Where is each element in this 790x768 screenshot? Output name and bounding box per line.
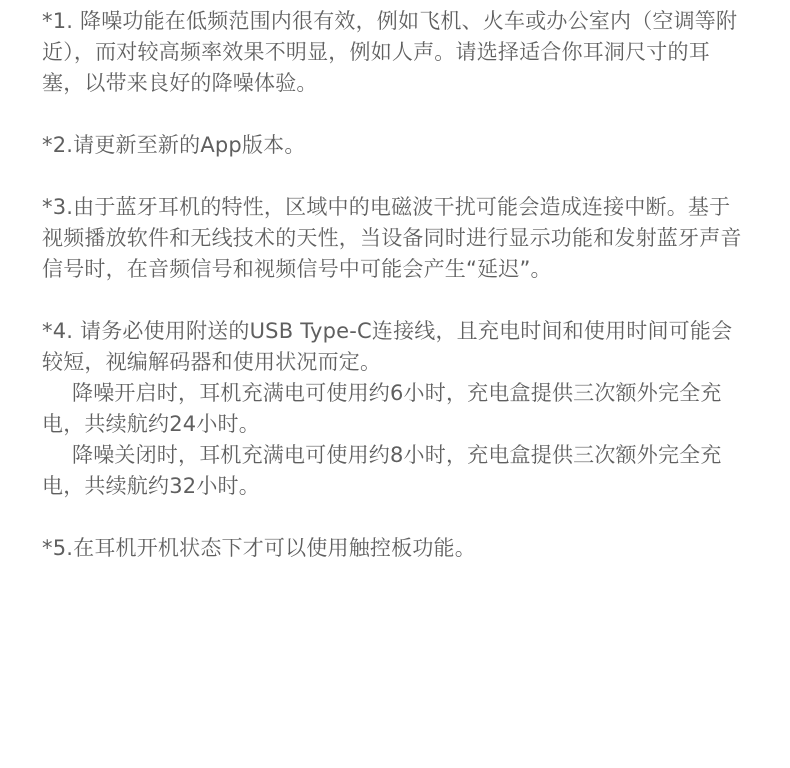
note-4-text: *4. 请务必使用附送的USB Type-C连接线，且充电时间和使用时间可能会较短，视编解码器和使用状况而定。 <box>42 319 733 374</box>
note-4-charging <box>42 316 750 502</box>
note-3-bluetooth-latency: *3.由于蓝牙耳机的特性，区域中的电磁波干扰可能会造成连接中断。基于视频播放软件和无线技术的天性，当设备同时进行显示功能和发射蓝牙声音信号时，在音频信号和视频信号中可能会产生“延迟”。 <box>42 195 742 281</box>
note-1-noise-cancellation: *1. 降噪功能在低频范围内很有效，例如飞机、火车或办公室内（空调等附近），而对较高频率效果不明显，例如人声。请选择适合你耳洞尺寸的耳塞，以带来良好的降噪体验。 <box>42 9 738 95</box>
note-4-anc-on-battery: 降噪开启时，耳机充满电可使用约6小时，充电盒提供三次额外完全充电，共续航约24小时。 <box>42 381 722 436</box>
note-5-touch-control: *5.在耳机开机状态下才可以使用触控板功能。 <box>42 536 476 560</box>
note-2-app-update: *2.请更新至新的App版本。 <box>42 133 306 157</box>
note-4-anc-off-battery: 降噪关闭时，耳机充满电可使用约8小时，充电盒提供三次额外完全充电，共续航约32小时。 <box>42 443 722 498</box>
